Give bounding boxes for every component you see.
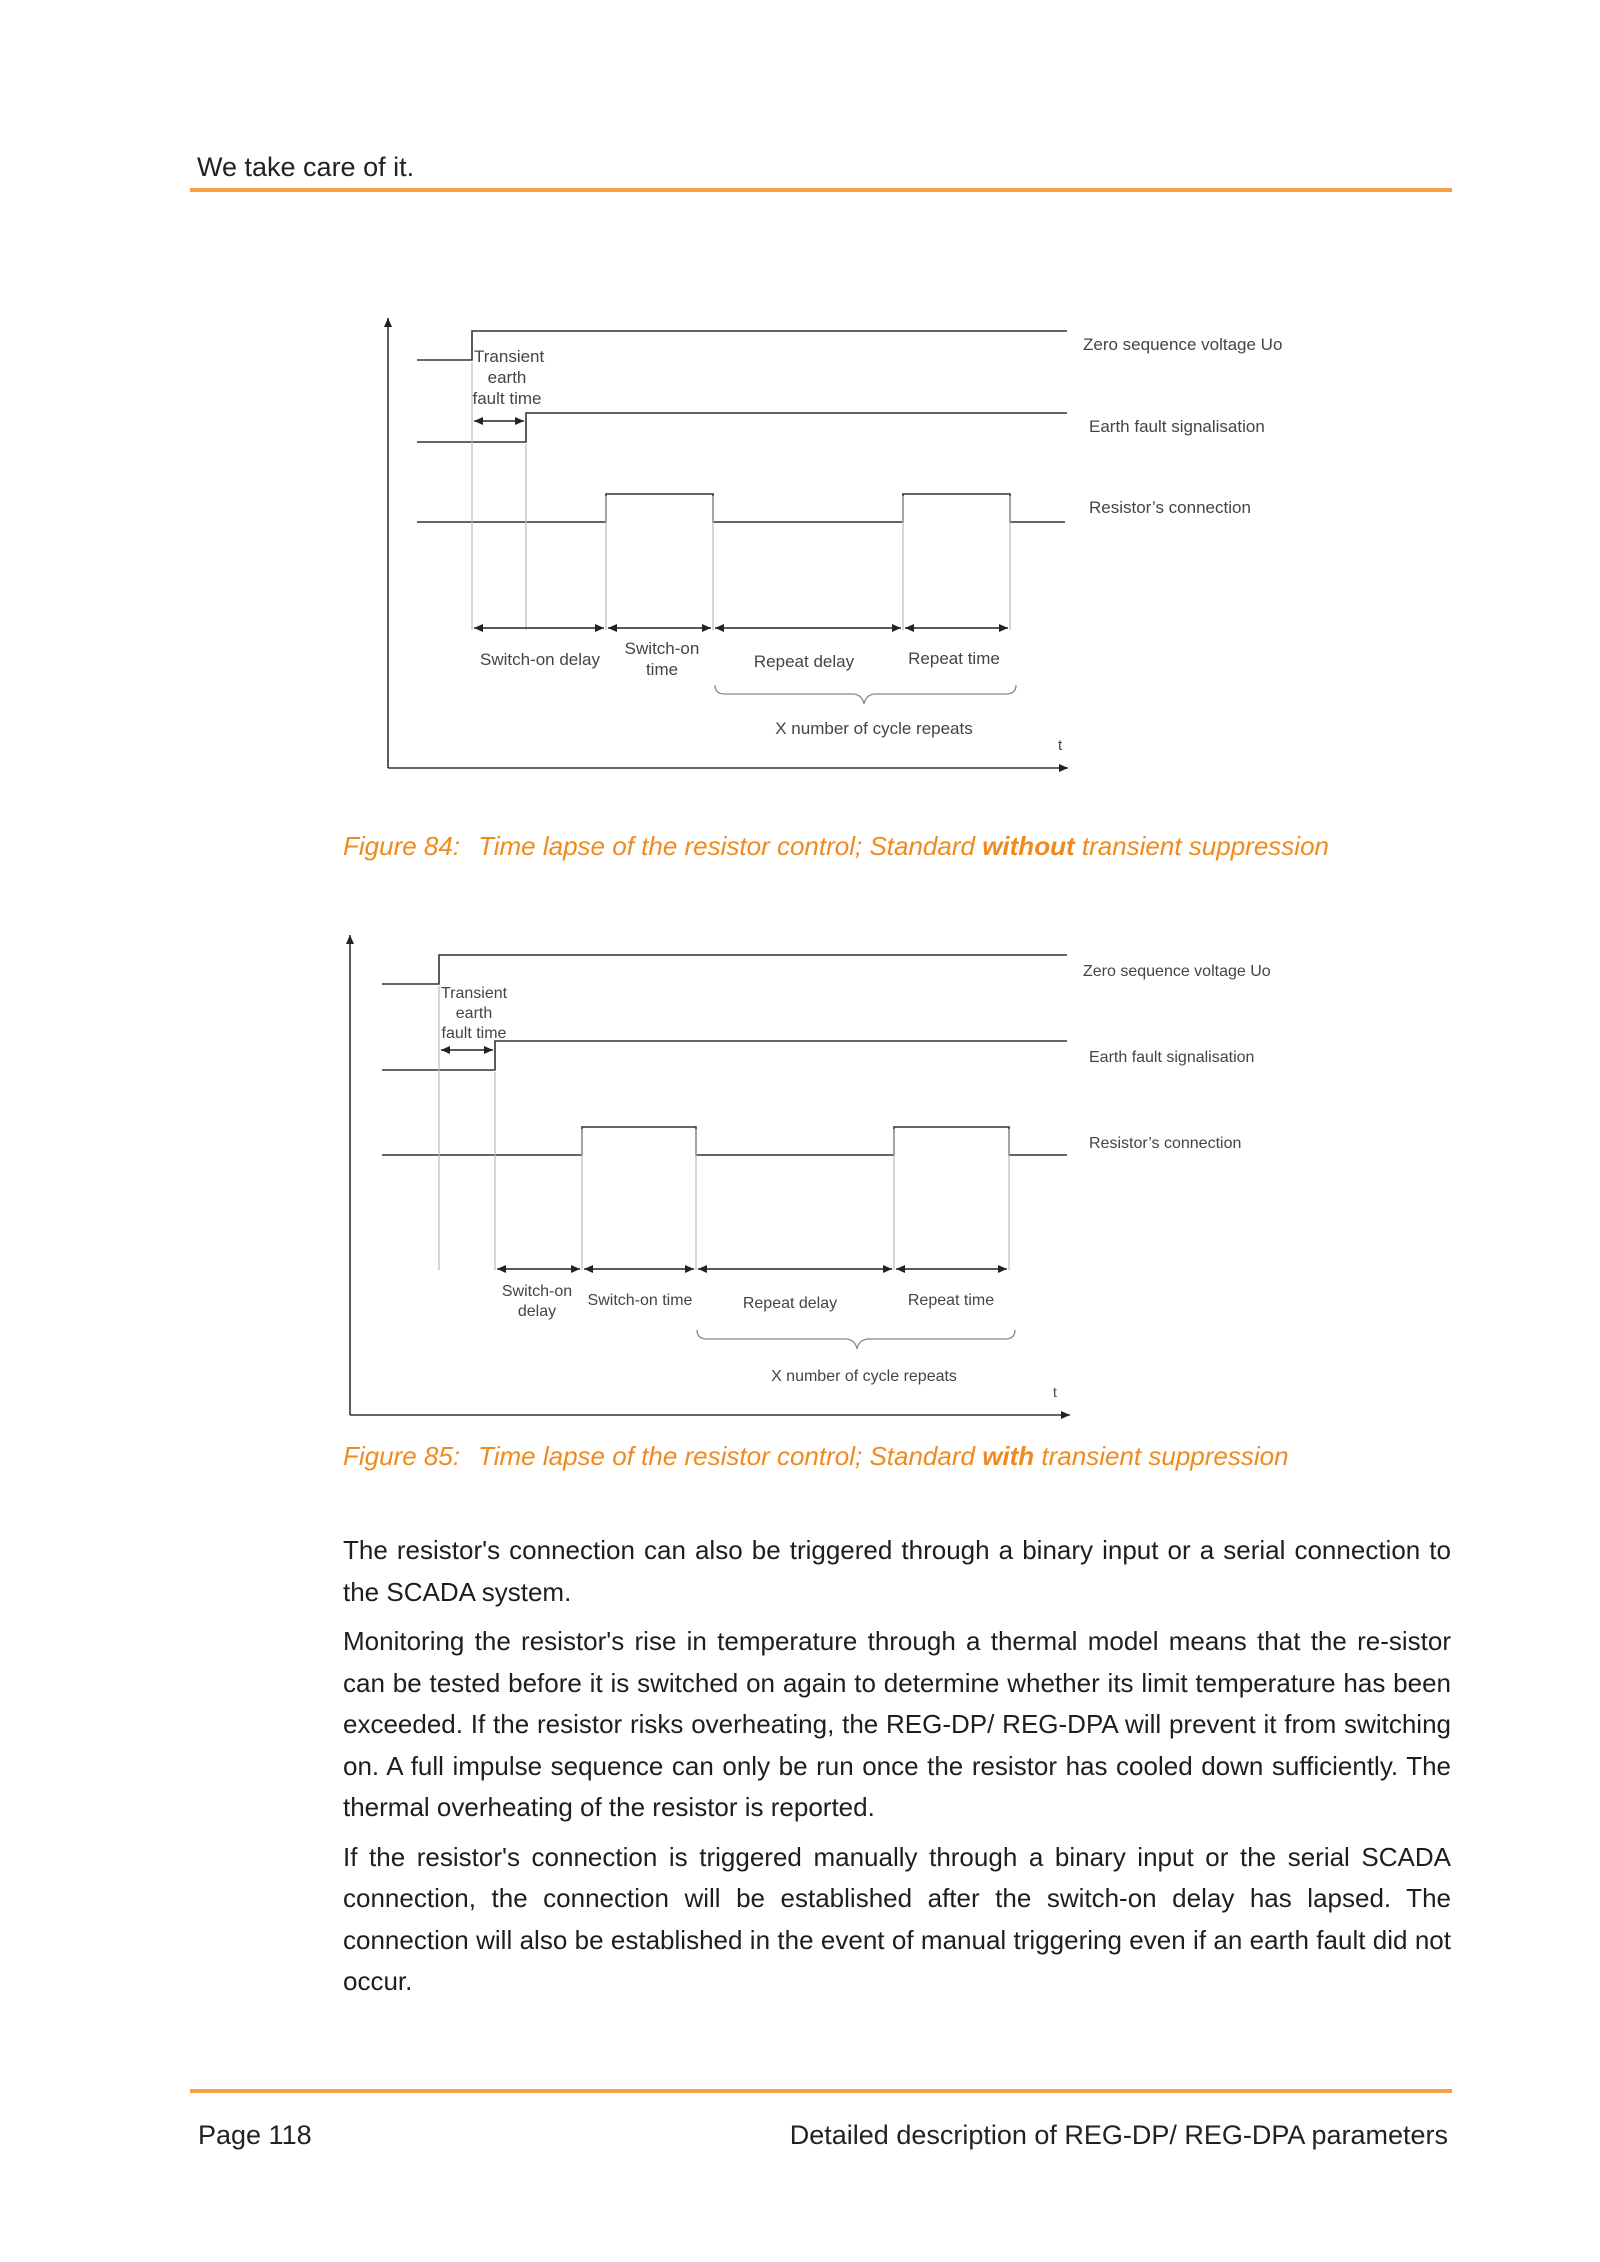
transient-label-3: fault time xyxy=(472,389,542,408)
transient-label-1: Transient xyxy=(441,985,508,1002)
caption-number: Figure 84: xyxy=(343,831,461,861)
transient-label-1: Transient xyxy=(474,347,545,366)
figure-85-caption xyxy=(343,1441,1289,1472)
earth-fault-label: Earth fault signalisation xyxy=(1089,417,1265,436)
resistor-label: Resistor’s connection xyxy=(1089,498,1251,517)
resistor-signal xyxy=(382,1127,1067,1155)
repeat-delay-label: Repeat delay xyxy=(753,652,855,671)
transient-label-2: earth xyxy=(487,368,527,387)
figure-84-caption xyxy=(343,831,1329,862)
repeat-delay-label: Repeat delay xyxy=(742,1295,838,1312)
time-axis-label: t xyxy=(1053,1384,1057,1400)
repeat-time-label: Repeat time xyxy=(907,1292,995,1309)
cycle-brace xyxy=(697,1330,1015,1349)
transient-label-2: earth xyxy=(455,1005,493,1022)
zero-seq-label: Zero sequence voltage Uo xyxy=(1083,963,1271,980)
caption-number: Figure 85: xyxy=(343,1441,461,1471)
paragraph-1: The resistor's connection can also be triggered through a binary input or a serial connection to the SCADA system. xyxy=(343,1535,1451,1607)
switch-on-time-label-2: time xyxy=(645,660,679,679)
caption-suffix: transient suppression xyxy=(1034,1441,1289,1471)
earth-fault-label: Earth fault signalisation xyxy=(1089,1049,1255,1066)
paragraph-3: If the resistor's connection is triggered manually through a binary input or the serial SCADA connection, the connection will be established after the switch-on delay has lapsed. The connection will also be established in the event of manual triggering even if an earth fault did not occur. xyxy=(343,1841,1451,1996)
switch-on-delay-label-2: delay xyxy=(517,1303,557,1320)
repeat-time-label: Repeat time xyxy=(908,649,1000,668)
zero-seq-signal xyxy=(382,955,1067,984)
caption-emphasis: without xyxy=(982,831,1075,861)
footer-rule xyxy=(190,2089,1452,2093)
resistor-label: Resistor’s connection xyxy=(1089,1135,1242,1152)
caption-emphasis: with xyxy=(982,1441,1035,1471)
earth-fault-signal xyxy=(382,1041,1067,1070)
cycle-repeats-label: X number of cycle repeats xyxy=(775,719,973,738)
switch-on-time-label: Switch-on time xyxy=(587,1292,693,1309)
transient-label-3: fault time xyxy=(441,1025,507,1042)
figure-84-diagram xyxy=(0,300,1600,800)
switch-on-delay-label: Switch-on delay xyxy=(479,650,601,669)
resistor-signal xyxy=(417,494,1065,522)
time-axis-label: t xyxy=(1058,737,1063,754)
page-number: Page 118 xyxy=(198,2120,312,2150)
figure-85-diagram xyxy=(0,930,1600,1430)
footer-title: Detailed description of REG-DP/ REG-DPA parameters xyxy=(789,2120,1448,2150)
earth-fault-signal xyxy=(417,413,1067,442)
paragraph-2: Monitoring the resistor's rise in temperature through a thermal model means that the re-sistor can be tested before it is switched on again to determine whether its limit temperature has been exceeded. If the resistor risks overheating, the REG-DP/ REG-DPA will prevent it from switching on. A full impulse sequence can only be run once the resistor has cooled down sufficiently. The thermal overheating of the resistor is reported. xyxy=(343,1626,1451,1822)
switch-on-delay-label-1: Switch-on xyxy=(501,1283,573,1300)
caption-prefix: Time lapse of the resistor control; Standard xyxy=(478,831,983,861)
caption-prefix: Time lapse of the resistor control; Standard xyxy=(478,1441,983,1471)
caption-suffix: transient suppression xyxy=(1074,831,1329,861)
cycle-repeats-label: X number of cycle repeats xyxy=(771,1368,957,1385)
switch-on-time-label-1: Switch-on xyxy=(624,639,700,658)
header-tagline: We take care of it. xyxy=(197,152,415,182)
header-rule xyxy=(190,188,1452,192)
cycle-brace xyxy=(715,685,1016,704)
body-text xyxy=(343,1530,1451,2011)
zero-seq-label: Zero sequence voltage Uo xyxy=(1083,335,1283,354)
